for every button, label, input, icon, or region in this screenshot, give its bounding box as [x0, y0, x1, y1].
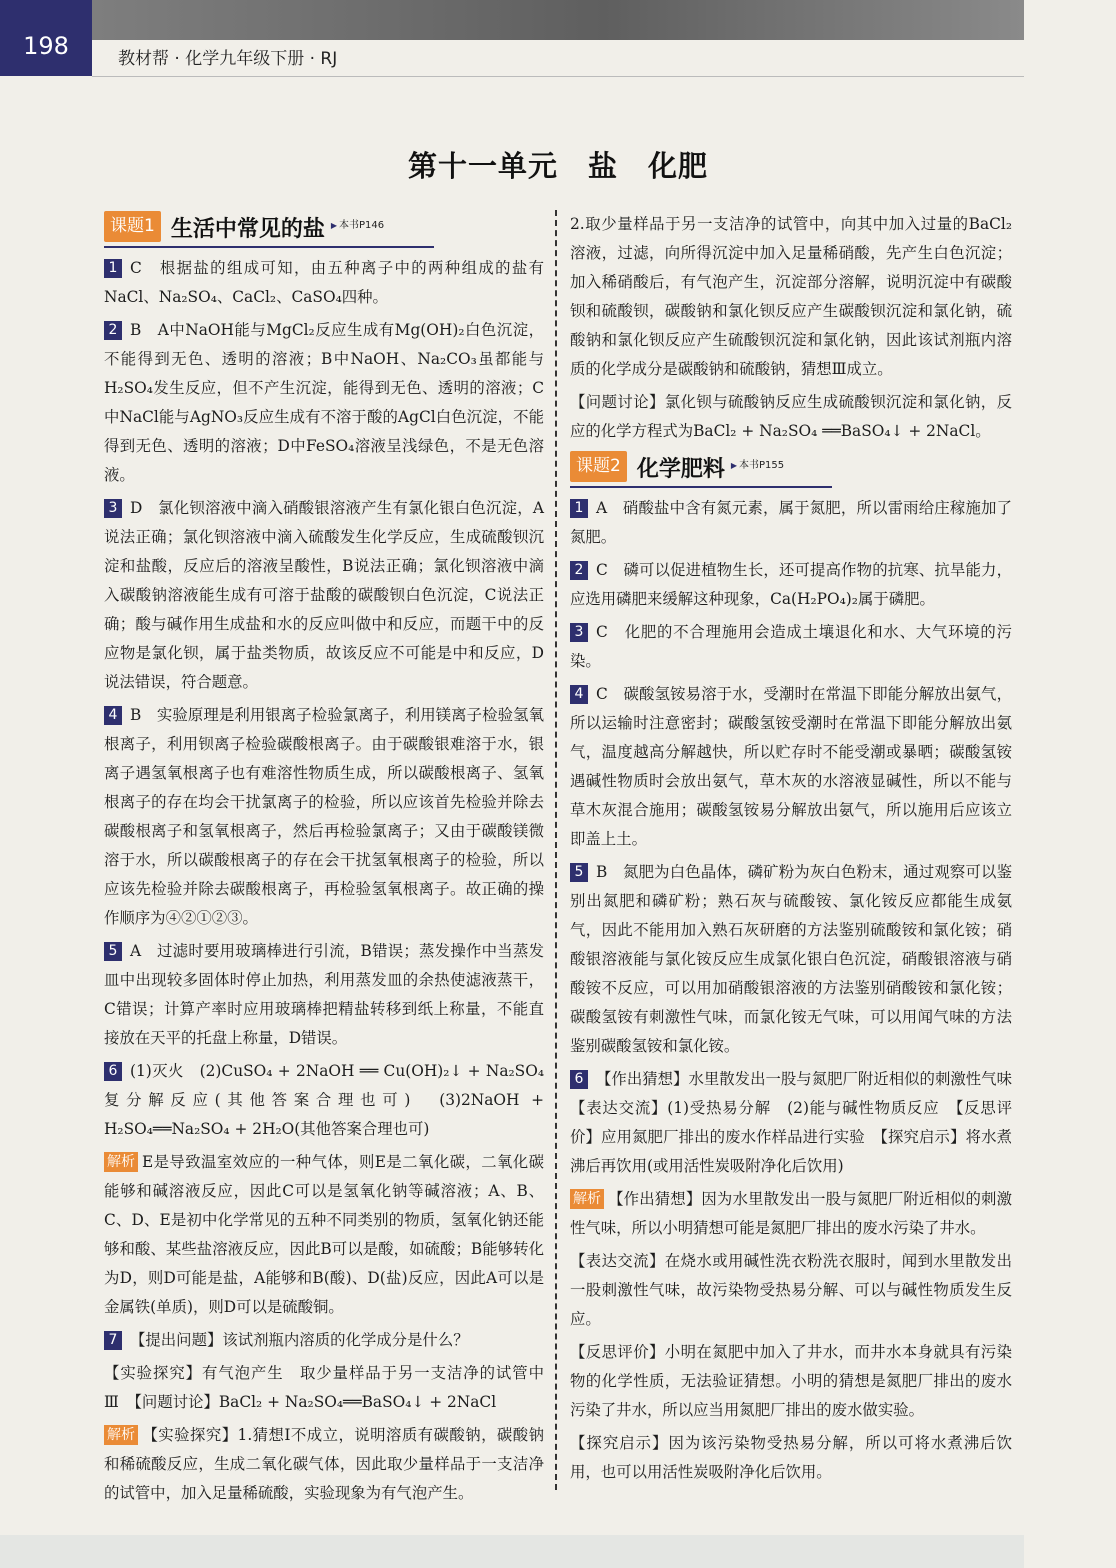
answer-text: C 碳酸氢铵易溶于水，受潮时在常温下即能分解放出氨气，所以运输时注意密封；碳酸氢铵受潮时在常温下即能分解放出氨气，温度越高分解越快，所以贮存时不能受潮或暴晒；碳酸氢铵遇碱性物质时会放出氨气，草木灰的水溶液显碱性，所以不能与草木灰混合施用；碳酸氢铵易分解放出氨气，所以施用后应该立即盖上土。	[570, 685, 1012, 848]
analysis-label: 解析	[570, 1189, 604, 1209]
answer-text: C 化肥的不合理施用会造成土壤退化和水、大气环境的污染。	[570, 623, 1012, 670]
l1-q5	[104, 937, 544, 1053]
l1-q3	[104, 494, 544, 697]
analysis-text: 【作出猜想】因为水里散发出一股与氮肥厂附近相似的刺激性气味，所以小明猜想可能是氮肥厂排出的废水污染了井水。	[570, 1190, 1012, 1237]
left-column	[104, 210, 560, 1512]
q-number: 5	[570, 863, 588, 882]
lesson1-tag: 课题1	[104, 211, 161, 242]
q-number: 7	[104, 1331, 122, 1350]
header-band	[92, 0, 1024, 40]
q-number: 5	[104, 942, 122, 961]
answer-text: C 根据盐的组成可知，由五种离子中的两种组成的盐有NaCl、Na₂SO₄、CaCl₂、CaSO₄四种。	[104, 259, 544, 306]
l2-q4	[570, 680, 1012, 854]
l1-q6	[104, 1057, 560, 1144]
answer-text: A 过滤时要用玻璃棒进行引流，B错误；蒸发操作中当蒸发皿中出现较多固体时停止加热，利用蒸发皿的余热使滤液蒸干，C错误；计算产率时应用玻璃棒把精盐转移到纸上称量，不能直接放在天平的托盘上称量，D错误。	[104, 942, 544, 1047]
answer-text: C 磷可以促进植物生长，还可提高作物的抗寒、抗旱能力，应选用磷肥来缓解这种现象，Ca(H₂PO₄)₂属于磷肥。	[570, 561, 1012, 608]
column-divider	[555, 210, 557, 1490]
l2-q6	[570, 1065, 1028, 1181]
l2-q5	[570, 858, 1012, 1061]
l2-q6-analysis-4: 【探究启示】因为该污染物受热易分解，所以可将水煮沸后饮用，也可以用活性炭吸附净化后饮用。	[570, 1434, 1012, 1481]
r-continued-1: 2.取少量样品于另一支洁净的试管中，向其中加入过量的BaCl₂溶液，过滤，向所得沉淀中加入足量稀硝酸，先产生白色沉淀；加入稀硝酸后，有气泡产生，沉淀部分溶解，说明沉淀中有碳酸钡和硫酸钡，碳酸钠和氯化钡反应产生碳酸钡沉淀和氯化钠，硫酸钠和氯化钡反应产生硫酸钡沉淀和氯化钠，因此该试剂瓶内溶质的化学成分是碳酸钠和硫酸钠，猜想Ⅲ成立。	[570, 215, 1012, 378]
l1-q7-answer	[104, 1359, 560, 1417]
q-number: 6	[570, 1070, 588, 1089]
q-number: 1	[570, 499, 588, 518]
l1-q1	[104, 254, 544, 312]
header-rule	[92, 76, 1024, 77]
l1-q7	[104, 1326, 544, 1355]
analysis-label: 解析	[104, 1425, 138, 1445]
l2-q6-analysis-3: 【反思评价】小明在氮肥中加入了井水，而井水本身就具有污染物的化学性质，无法验证猜想。小明的猜想是氮肥厂排出的废水污染了井水，所以应当用氮肥厂排出的废水做实验。	[570, 1343, 1012, 1419]
lesson1-ref: ▶ 本书P146	[331, 211, 384, 240]
lesson2-heading	[570, 450, 832, 488]
answer-text: B A中NaOH能与MgCl₂反应生成有Mg(OH)₂白色沉淀，不能得到无色、透明的溶液；B中NaOH、Na₂CO₃虽都能与H₂SO₄发生反应，但不产生沉淀，能得到无色、透明的溶液；C中NaCl能与AgNO₃反应生成有不溶于酸的AgCl白色沉淀，不能得到无色、透明的溶液；D中FeSO₄溶液呈浅绿色，不是无色溶液。	[104, 321, 544, 484]
q-number: 6	[104, 1062, 122, 1081]
page-header	[0, 0, 1024, 76]
answer-text: B 氮肥为白色晶体，磷矿粉为灰白色粉末，通过观察可以鉴别出氮肥和磷矿粉；熟石灰与硫酸铵、氯化铵反应都能生成氨气，因此不能用加入熟石灰研磨的方法鉴别硫酸铵和氯化铵；硝酸银溶液能与氯化铵反应生成氯化银白色沉淀，硝酸银溶液与硝酸铵不反应，可以用加硝酸银溶液的方法鉴别硝酸铵和氯化铵；碳酸氢铵有刺激性气味，而氯化铵无气味，可以用闻气味的方法鉴别碳酸氢铵和氯化铵。	[570, 863, 1012, 1055]
l1-q6-analysis	[104, 1148, 544, 1322]
lesson2-tag: 课题2	[570, 451, 627, 482]
l2-q6-analysis-2: 【表达交流】在烧水或用碱性洗衣粉洗衣服时，闻到水里散发出一股刺激性气味，故污染物受热易分解、可以与碱性物质发生反应。	[570, 1252, 1012, 1328]
lesson1-name: 生活中常见的盐	[170, 217, 325, 242]
unit-title: 第十一单元 盐 化肥	[407, 149, 708, 183]
q-number: 3	[104, 499, 122, 518]
q-number: 3	[570, 623, 588, 642]
analysis-text: 【实验探究】1.猜想Ⅰ不成立，说明溶质有碳酸钠，碳酸钠和稀硫酸反应，生成二氧化碳气体，因此取少量样品于一支洁净的试管中，加入足量稀硫酸，实验现象为有气泡产生。	[104, 1426, 544, 1502]
answer-text: 【提出问题】该试剂瓶内溶质的化学成分是什么？	[130, 1331, 469, 1349]
q-number: 4	[104, 706, 122, 725]
answer-text: 【实验探究】有气泡产生 取少量样品于另一支洁净的试管中 Ⅲ 【问题讨论】BaCl₂ + Na₂SO₄══BaSO₄↓ + 2NaCl	[104, 1364, 560, 1411]
q-number: 2	[570, 561, 588, 580]
l1-q4	[104, 701, 544, 933]
q-number: 2	[104, 321, 122, 340]
l2-q6-analysis-1	[570, 1185, 1012, 1243]
q-number: 1	[104, 259, 122, 278]
l2-q3	[570, 618, 1012, 676]
answer-text: 【作出猜想】水里散发出一股与氮肥厂附近相似的刺激性气味 【表达交流】(1)受热易分解 (2)能与碱性物质反应 【反思评价】应用氮肥厂排出的废水作样品进行实验 【探究启示】将水煮沸后再饮用(或用活性炭吸附净化后饮用)	[570, 1070, 1028, 1175]
analysis-label: 解析	[104, 1152, 138, 1172]
right-column	[570, 210, 1028, 1491]
page-number: 198	[0, 0, 92, 76]
analysis-text: E是导致温室效应的一种气体，则E是二氧化碳，二氧化碳能够和碱溶液反应，因此C可以是氢氧化钠等碱溶液；A、B、C、D、E是初中化学常见的五种不同类别的物质，氢氧化钠还能够和酸、某些盐溶液反应，因此B可以是酸，如硫酸；B能够转化为D，则D可能是盐，A能够和B(酸)、D(盐)反应，因此A可以是金属铁(单质)，则D可以是硫酸铜。	[104, 1153, 544, 1316]
lesson2-ref: ▶ 本书P155	[731, 451, 784, 480]
answer-text: (1)灭火 (2)CuSO₄ + 2NaOH ══ Cu(OH)₂↓ + Na₂SO₄ 复分解反应(其他答案合理也可) (3)2NaOH + H₂SO₄══Na₂SO₄ + 2H₂O(其他答案合理也可)	[104, 1062, 560, 1138]
l1-q7-analysis	[104, 1421, 544, 1508]
r-continued-2: 【问题讨论】氯化钡与硫酸钠反应生成硫酸钡沉淀和氯化钠，反应的化学方程式为BaCl₂ + Na₂SO₄ ══BaSO₄↓ + 2NaCl。	[570, 393, 1012, 440]
book-title: 教材帮 · 化学九年级下册 · RJ	[118, 49, 338, 69]
answer-text: A 硝酸盐中含有氮元素，属于氮肥，所以雷雨给庄稼施加了氮肥。	[570, 499, 1012, 546]
answer-text: D 氯化钡溶液中滴入硝酸银溶液产生有氯化银白色沉淀，A说法正确；氯化钡溶液中滴入硫酸发生化学反应，生成硫酸钡沉淀和盐酸，反应后的溶液呈酸性，B说法正确；氯化钡溶液中滴入碳酸钠溶液能生成有可溶于盐酸的碳酸钡白色沉淀，C说法正确；酸与碱作用生成盐和水的反应叫做中和反应，而题干中的反应物是氯化钡，属于盐类物质，故该反应不可能是中和反应，D说法错误，符合题意。	[104, 499, 544, 691]
l2-q2	[570, 556, 1012, 614]
l1-q2	[104, 316, 544, 490]
page-bottom-strip	[0, 1535, 1024, 1568]
lesson1-heading	[104, 210, 434, 248]
lesson2-name: 化学肥料	[636, 457, 725, 482]
l2-q1	[570, 494, 1012, 552]
answer-text: B 实验原理是利用银离子检验氯离子，利用镁离子检验氢氧根离子，利用钡离子检验碳酸根离子。由于碳酸银难溶于水，银离子遇氢氧根离子也有难溶性物质生成，所以碳酸根离子、氢氧根离子的存在均会干扰氯离子的检验，所以应该首先检验并除去碳酸根离子和氢氧根离子，然后再检验氯离子；又由于碳酸镁微溶于水，所以碳酸根离子的存在会干扰氢氧根离子的检验，所以应该先检验并除去碳酸根离子，再检验氢氧根离子。故正确的操作顺序为④②①②③。	[104, 706, 544, 927]
q-number: 4	[570, 685, 588, 704]
